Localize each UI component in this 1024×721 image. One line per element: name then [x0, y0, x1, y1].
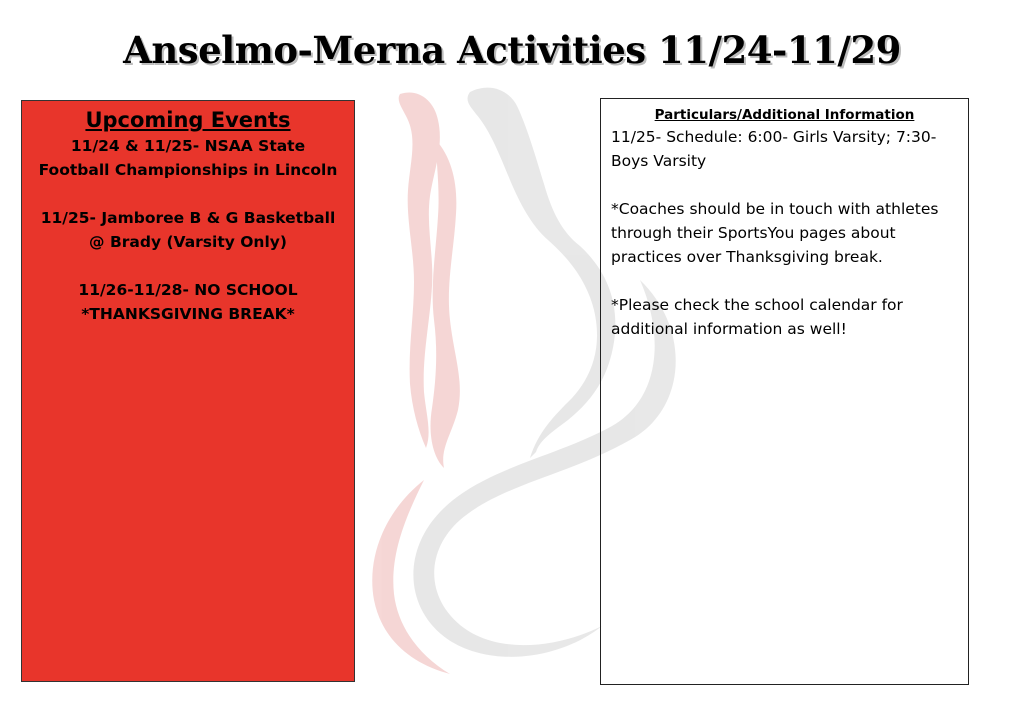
event-item: 11/25- Jamboree B & G Basketball @ Brady (Varsity Only) — [40, 209, 336, 251]
event-item: 11/24 & 11/25- NSAA State Football Championships in Lincoln — [38, 137, 338, 179]
info-paragraph: 11/25- Schedule: 6:00- Girls Varsity; 7:30- Boys Varsity — [611, 128, 937, 170]
upcoming-events-panel — [21, 100, 355, 682]
upcoming-events-heading: Upcoming Events — [85, 108, 291, 132]
info-paragraph: *Please check the school calendar for additional information as well! — [611, 296, 903, 338]
event-item: 11/26-11/28- NO SCHOOL *THANKSGIVING BREAK* — [78, 281, 298, 323]
additional-information-panel — [600, 98, 969, 685]
info-paragraph: *Coaches should be in touch with athletes through their SportsYou pages about practices over Thanksgiving break. — [611, 200, 939, 266]
page-title: Anselmo-Merna Activities 11/24-11/29 — [123, 28, 901, 72]
additional-information-heading: Particulars/Additional Information — [654, 107, 915, 123]
